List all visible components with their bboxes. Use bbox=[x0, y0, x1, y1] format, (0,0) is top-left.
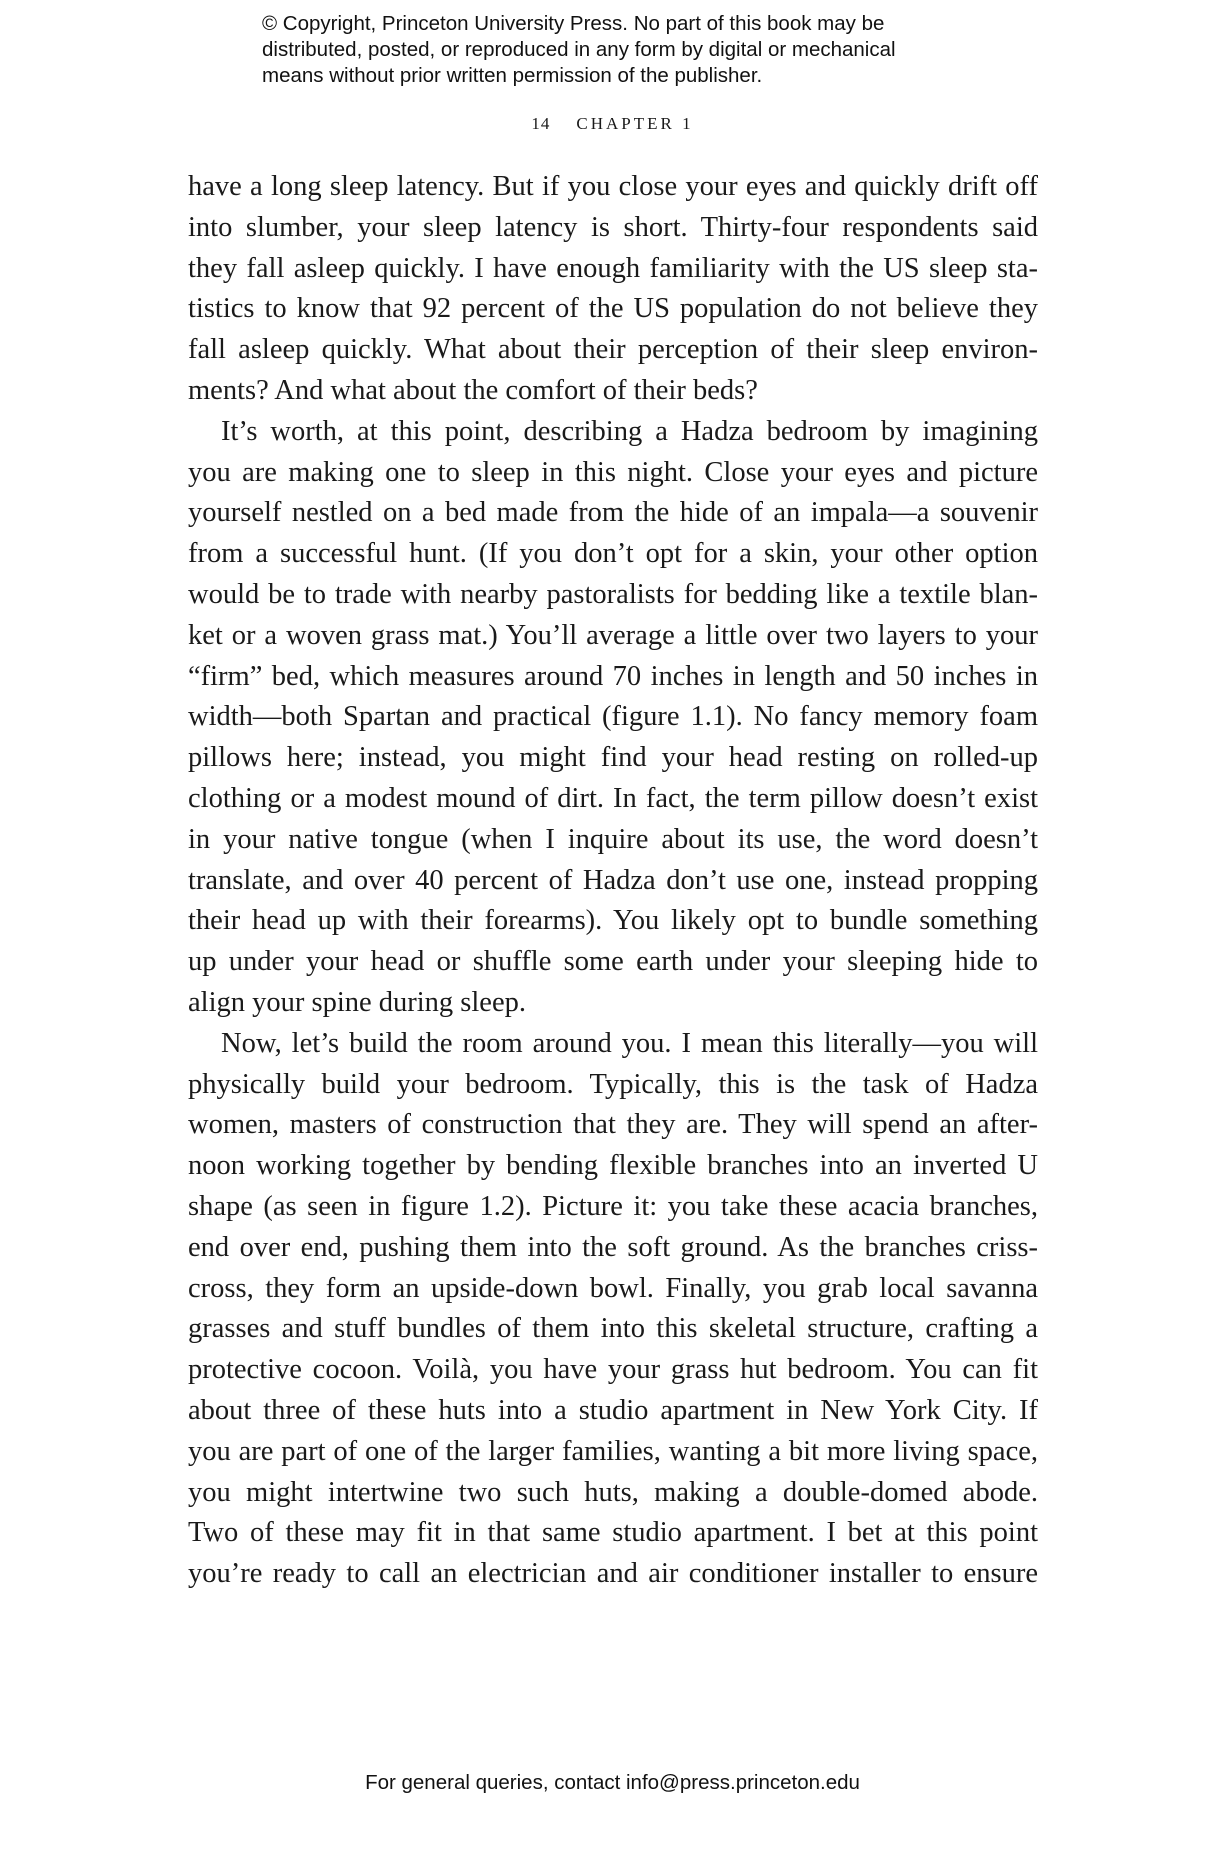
text-line: have a long sleep latency. But if you close your eyes and quickly drift off bbox=[188, 171, 1038, 202]
text-line: physically build your bedroom. Typically, this is the task of Hadza bbox=[188, 1068, 1038, 1100]
footer-contact: For general queries, contact info@press.princeton.edu bbox=[365, 1771, 860, 1794]
text-line: from a successful hunt. (If you don’t opt for a skin, your other option bbox=[188, 538, 1038, 570]
paragraph-start-line: Now, let’s build the room around you. I mean this literally—you will bbox=[221, 1027, 1038, 1059]
text-line: width—both Spartan and practical (figure 1.1). No fancy memory foam bbox=[188, 701, 1038, 733]
text-line: clothing or a modest mound of dirt. In fact, the term pillow doesn’t exist bbox=[188, 782, 1038, 814]
text-line: tistics to know that 92 percent of the US population do not believe they bbox=[188, 293, 1038, 325]
text-line: women, masters of construction that they are. They will spend an after- bbox=[188, 1109, 1038, 1141]
text-line: they fall asleep quickly. I have enough familiarity with the US sleep sta- bbox=[188, 252, 1038, 284]
copyright-line: distributed, posted, or reproduced in any form by digital or mechanical bbox=[262, 38, 896, 61]
copyright-notice bbox=[262, 11, 1022, 89]
paragraph-start-line: It’s worth, at this point, describing a Hadza bedroom by imagining bbox=[221, 415, 1038, 447]
text-line: Two of these may fit in that same studio apartment. I bet at this point bbox=[188, 1517, 1038, 1549]
text-line: up under your head or shuffle some earth under your sleeping hide to bbox=[188, 946, 1038, 978]
text-line: protective cocoon. Voilà, you have your grass hut bedroom. You can fit bbox=[188, 1354, 1038, 1386]
text-line: into slumber, your sleep latency is short. Thirty-four respondents said bbox=[188, 211, 1038, 243]
text-line: shape (as seen in figure 1.2). Picture it: you take these acacia branches, bbox=[188, 1190, 1038, 1222]
chapter-label: CHAPTER 1 bbox=[576, 114, 694, 133]
copyright-line: means without prior written permission of the publisher. bbox=[262, 64, 763, 87]
text-line: cross, they form an upside-down bowl. Finally, you grab local savanna bbox=[188, 1272, 1038, 1304]
page-number: 14 bbox=[531, 114, 551, 133]
text-line: you’re ready to call an electrician and air conditioner installer to ensure bbox=[188, 1558, 1038, 1590]
copyright-line: © Copyright, Princeton University Press. No part of this book may be bbox=[262, 12, 885, 35]
running-head bbox=[0, 114, 1225, 134]
text-line: ket or a woven grass mat.) You’ll average a little over two layers to your bbox=[188, 619, 1038, 651]
text-line: you are part of one of the larger families, wanting a bit more living space, bbox=[188, 1435, 1038, 1467]
text-line: you might intertwine two such huts, making a double-domed abode. bbox=[188, 1476, 1038, 1508]
body-text bbox=[188, 167, 1038, 1595]
text-line: translate, and over 40 percent of Hadza don’t use one, instead propping bbox=[188, 864, 1038, 896]
text-line: grasses and stuff bundles of them into this skeletal structure, crafting a bbox=[188, 1313, 1038, 1345]
text-line: end over end, pushing them into the soft ground. As the branches criss- bbox=[188, 1231, 1038, 1263]
text-line: fall asleep quickly. What about their perception of their sleep environ- bbox=[188, 334, 1038, 366]
text-line: noon working together by bending flexible branches into an inverted U bbox=[188, 1150, 1038, 1182]
text-line: pillows here; instead, you might find your head resting on rolled-up bbox=[188, 742, 1038, 774]
text-line: would be to trade with nearby pastoralists for bedding like a textile blan- bbox=[188, 578, 1038, 610]
text-line: “firm” bed, which measures around 70 inches in length and 50 inches in bbox=[188, 660, 1038, 692]
text-line: ments? And what about the comfort of their beds? bbox=[188, 374, 758, 406]
text-line: yourself nestled on a bed made from the hide of an impala—a souvenir bbox=[188, 497, 1038, 529]
text-line: their head up with their forearms). You likely opt to bundle something bbox=[188, 905, 1038, 937]
text-line: about three of these huts into a studio apartment in New York City. If bbox=[188, 1394, 1038, 1426]
text-line: you are making one to sleep in this night. Close your eyes and picture bbox=[188, 456, 1038, 488]
text-line: in your native tongue (when I inquire about its use, the word doesn’t bbox=[188, 823, 1038, 855]
text-line: align your spine during sleep. bbox=[188, 986, 526, 1018]
